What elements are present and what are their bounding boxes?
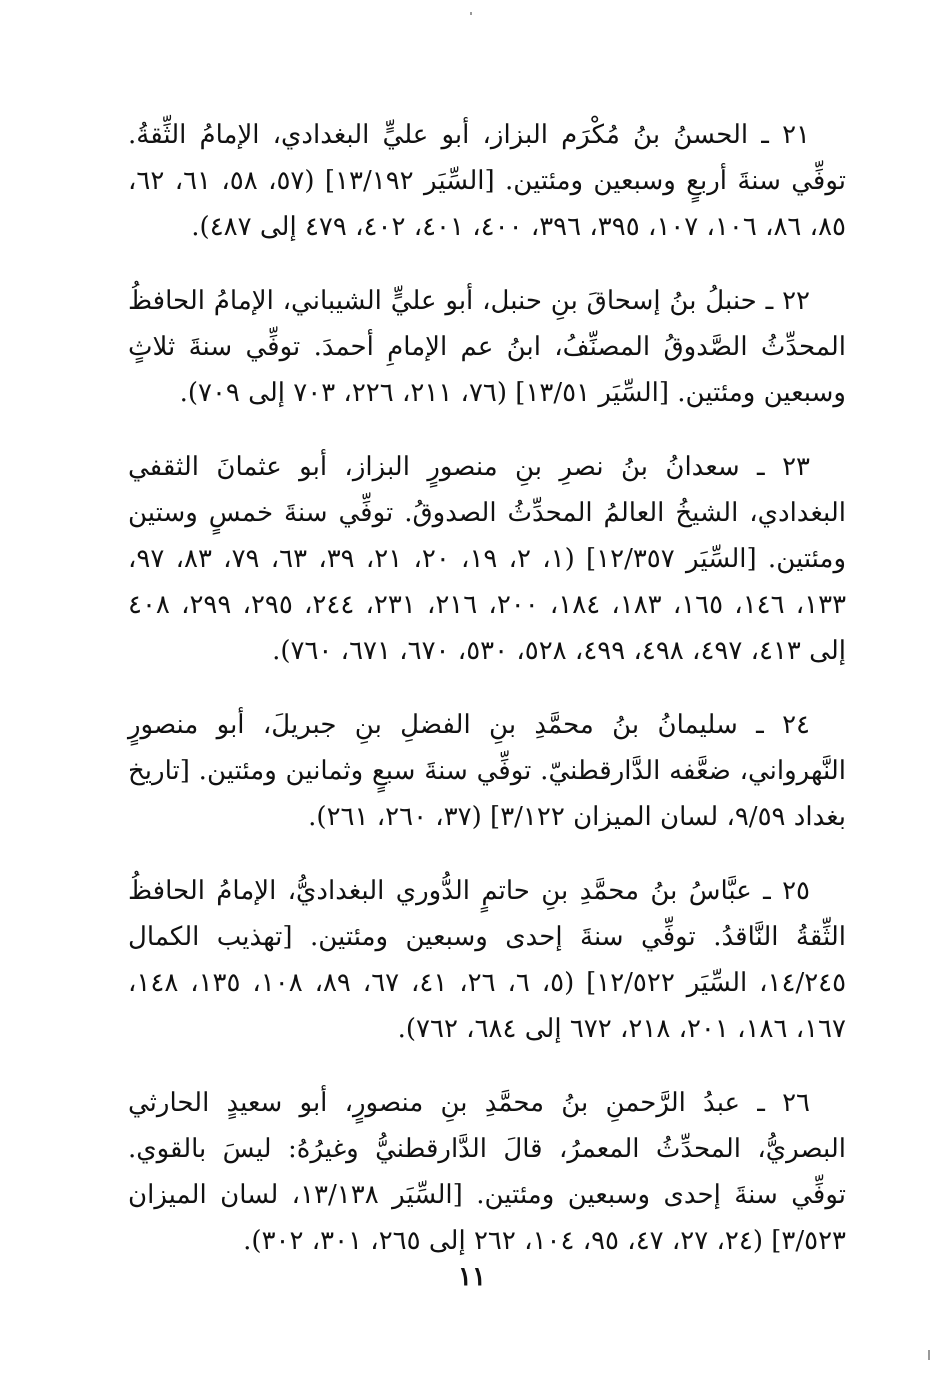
entry-23: ٢٣ ـ سعدانُ بنُ نصرِ بنِ منصورٍ البزاز، أبو عثمانَ الثقفي البغدادي، الشيخُ العالمُ المحدِّثُ الصدوقُ. توفِّي سنةَ خمسٍ وستين ومئتين. [السِّيَر ١٢/٣٥٧] (١، ٢، ١٩، ٢٠، ٢١، ٣٩، ٦٣، ٧٩، ٨٣، ٩٧، ١٣٣، ١٤٦، ١٦٥، ١٨٣، ١٨٤، ٢٠٠، ٢١٦، ٢٣١، ٢٤٤، ٢٩٥، ٢٩٩، ٤٠٨ إلى ٤١٣، ٤٩٧، ٤٩٨، ٤٩٩، ٥٢٨، ٥٣٠، ٦٧٠، ٦٧١، ٧٦٠).	[128, 452, 847, 666]
entry-26: ٢٦ ـ عبدُ الرَّحمنِ بنُ محمَّدِ بنِ منصورٍ، أبو سعيدٍ الحارثي البصريُّ، المحدِّثُ المعمرُ، قالَ الدَّارقطنيُّ وغيرُهُ: ليسَ بالقوي. توفِّي سنةَ إحدى وسبعين ومئتين. [السِّيَر ١٣/١٣٨، لسان الميزان ٣/٥٢٣] (٢٤، ٢٧، ٤٧، ٩٥، ١٠٤، ٢٦٢ إلى ٢٦٥، ٣٠١، ٣٠٢).	[128, 1088, 846, 1256]
entry-25: ٢٥ ـ عبَّاسُ بنُ محمَّدِ بنِ حاتمٍ الدُّوري البغداديُّ، الإمامُ الحافظُ الثِّقةُ النَّاقدُ. توفِّي سنةَ إحدى وسبعين ومئتين. [تهذيب الكمال ١٤/٢٤٥، السِّيَر ١٢/٥٢٢] (٥، ٦، ٢٦، ٤١، ٦٧، ٨٩، ١٠٨، ١٣٥، ١٤٨، ١٦٧، ١٨٦، ٢٠١، ٢١٨، ٦٧٢ إلى ٦٨٤، ٧٦٢).	[128, 876, 847, 1044]
page-number: ١١	[458, 1262, 486, 1292]
biography-entries	[128, 112, 846, 1292]
scan-speck	[928, 1350, 930, 1360]
entry-21: ٢١ ـ الحسنُ بنُ مُكْرَم البزاز، أبو عليٍّ البغدادي، الإمامُ الثِّقةُ. توفِّي سنةَ أربعٍ وسبعين ومئتين. [السِّيَر ١٣/١٩٢] (٥٧، ٥٨، ٦١، ٦٢، ٨٥، ٨٦، ١٠٦، ١٠٧، ٣٩٥، ٣٩٦، ٤٠٠، ٤٠١، ٤٠٢، ٤٧٩ إلى ٤٨٧).	[128, 120, 847, 242]
scan-speck	[470, 12, 472, 15]
entry-22: ٢٢ ـ حنبلُ بنُ إسحاقَ بنِ حنبل، أبو عليٍّ الشيباني، الإمامُ الحافظُ المحدِّثُ الصَّدوقُ المصنِّفُ، ابنُ عم الإمامِ أحمدَ. توفِّي سنةَ ثلاثٍ وسبعين ومئتين. [السِّيَر ١٣/٥١] (٧٦، ٢١١، ٢٢٦، ٧٠٣ إلى ٧٠٩).	[128, 286, 846, 408]
entry-24: ٢٤ ـ سليمانُ بنُ محمَّدِ بنِ الفضلِ بنِ جبريلَ، أبو منصورٍ النَّهرواني، ضعَّفه الدَّارقطنيّ. توفِّي سنةَ سبعٍ وثمانين ومئتين. [تاريخ بغداد ٩/٥٩، لسان الميزان ٣/١٢٢] (٣٧، ٢٦٠، ٢٦١).	[128, 710, 846, 832]
